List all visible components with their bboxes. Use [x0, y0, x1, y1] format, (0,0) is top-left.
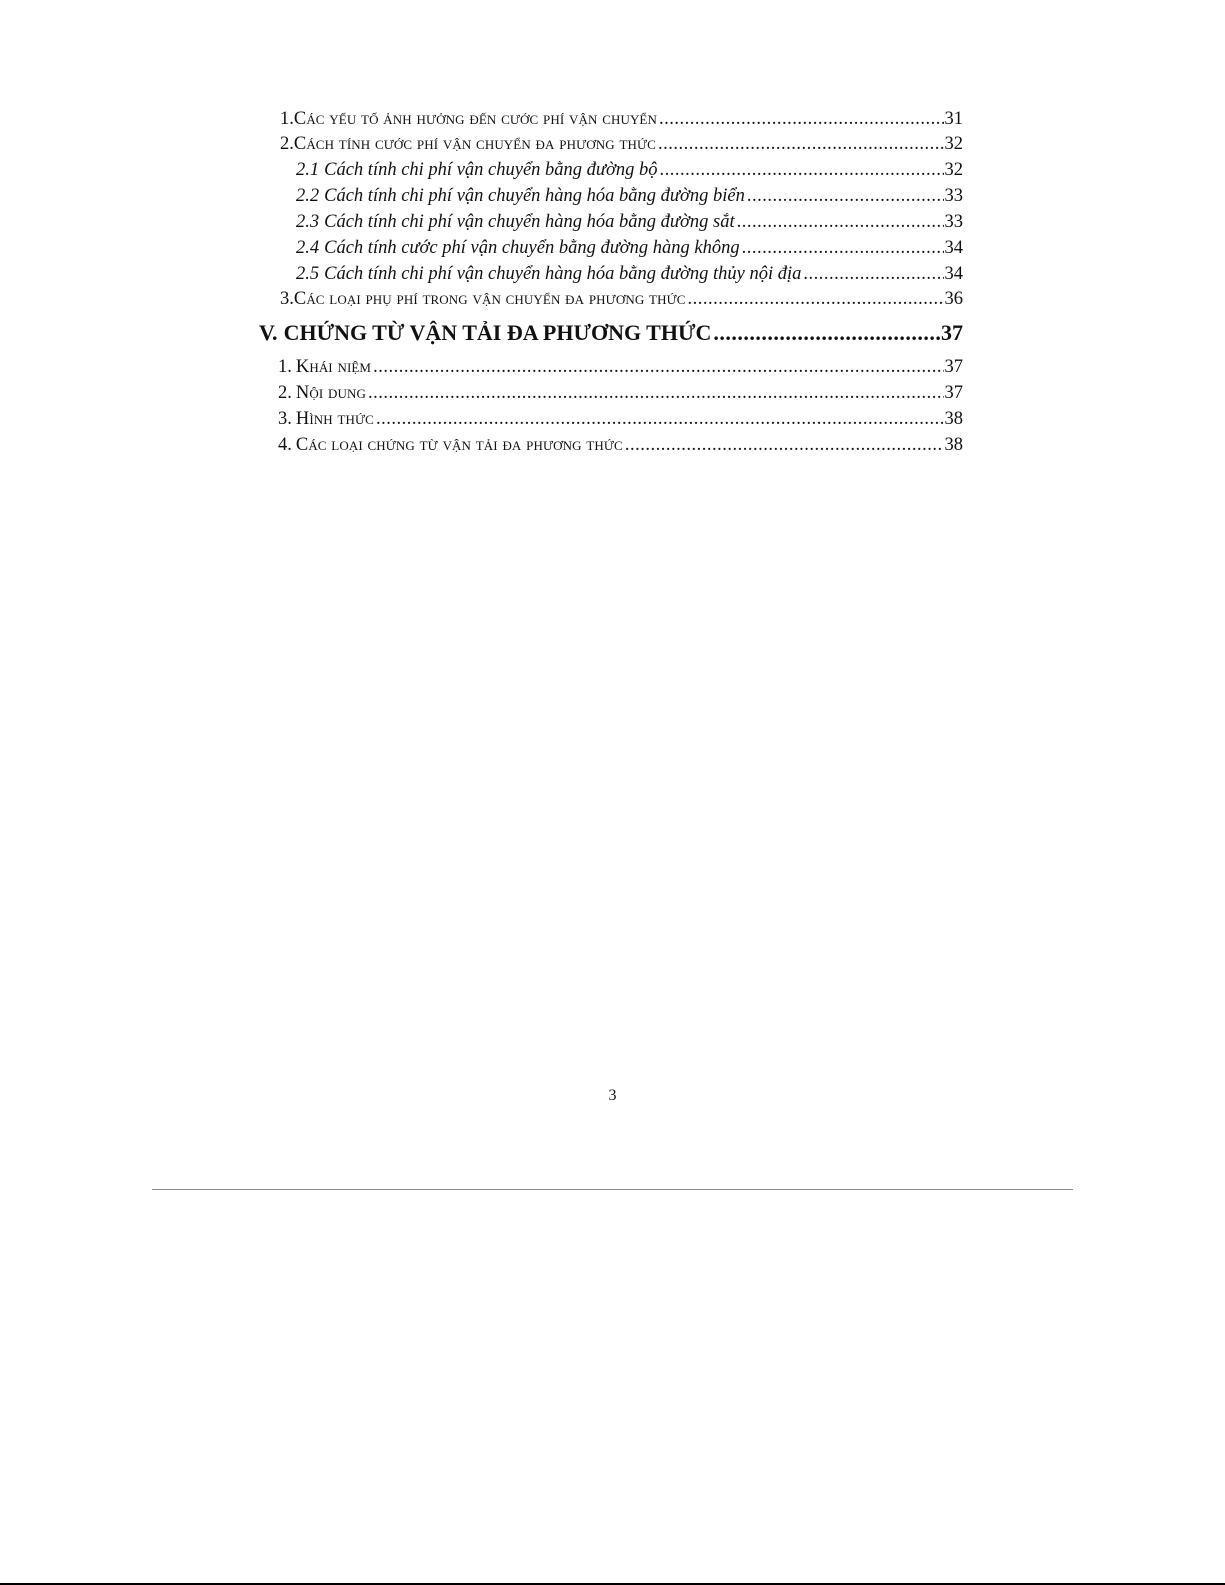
toc-entry-page: 37 — [944, 383, 963, 403]
toc-dot-leader — [713, 320, 940, 346]
toc-entry-title: Hình thức — [295, 409, 374, 429]
toc-entry-title: CHỨNG TỪ VẬN TẢI ĐA PHƯƠNG THỨC — [283, 320, 712, 345]
toc-entry-number: 2.1 — [296, 160, 320, 180]
toc-dot-leader — [659, 108, 944, 130]
toc-entry-page: 38 — [944, 409, 963, 429]
toc-entry-number: 1. — [278, 357, 292, 377]
page-number: 3 — [608, 1087, 617, 1104]
toc-entry-number: 3. — [280, 289, 294, 309]
toc-dot-leader — [373, 356, 943, 378]
toc-entry-number: 2.3 — [296, 212, 320, 232]
toc-entry-page: 33 — [944, 186, 963, 206]
toc-entry[interactable] — [278, 382, 963, 404]
toc-entry-page: 36 — [944, 289, 963, 309]
toc-entry[interactable] — [296, 263, 963, 285]
toc-entry-title: Cách tính cước phí vận chuyển bằng đường hàng không — [324, 238, 740, 258]
toc-entry-title: Cách tính chi phí vận chuyển hàng hóa bằng đường sắt — [324, 212, 735, 232]
toc-entry-page: 38 — [944, 435, 963, 455]
toc-dot-leader — [368, 382, 944, 404]
toc-entry-title: Nội dung — [295, 383, 366, 403]
toc-entry[interactable] — [278, 434, 963, 456]
toc-entry[interactable] — [280, 108, 963, 130]
page-separator — [152, 1189, 1073, 1190]
toc-dot-leader — [660, 159, 944, 181]
toc-entry-title: Cách tính chi phí vận chuyển hàng hóa bằng đường biển — [324, 186, 745, 206]
toc-entry-title: Các loại chứng từ vận tải đa phương thức — [295, 435, 623, 455]
toc-dot-leader — [658, 133, 944, 155]
toc-entry-number: 2. — [278, 383, 292, 403]
toc-entry-title: Các loại phụ phí trong vận chuyển đa phương thức — [293, 289, 686, 309]
toc-dot-leader — [747, 185, 944, 207]
toc-dot-leader — [742, 237, 944, 259]
toc-entry-title: Cách tính chi phí vận chuyển bằng đường bộ — [324, 160, 658, 180]
toc-entry-page: 33 — [944, 212, 963, 232]
toc-entry-number: 4. — [278, 435, 292, 455]
toc-entry-number: 2. — [280, 134, 294, 154]
toc-entry-page: 34 — [944, 238, 963, 258]
toc-dot-leader — [688, 288, 944, 310]
toc-entry-page: 37 — [944, 357, 963, 377]
toc-entry[interactable] — [296, 185, 963, 207]
toc-entry-number: 1. — [280, 109, 294, 129]
toc-entry[interactable] — [278, 408, 963, 430]
toc-entry-page: 32 — [944, 160, 963, 180]
toc-entry-number: 2.2 — [296, 186, 320, 206]
toc-entry-page: 31 — [944, 109, 963, 129]
toc-dot-leader — [737, 211, 944, 233]
toc-entry[interactable] — [296, 237, 963, 259]
toc-entry-number: 3. — [278, 409, 292, 429]
toc-entry-page: 37 — [941, 320, 963, 345]
toc-dot-leader — [376, 408, 944, 430]
toc-entry-number: 2.5 — [296, 264, 320, 284]
toc-entry[interactable] — [280, 133, 963, 155]
toc-entry[interactable] — [280, 288, 963, 310]
toc-entry-title: Cách tính chi phí vận chuyển hàng hóa bằng đường thủy nội địa — [324, 264, 802, 284]
toc-entry-page: 34 — [944, 264, 963, 284]
toc-entry[interactable] — [296, 159, 963, 181]
toc-entry-title: Các yếu tố ảnh hưởng đến cước phí vận chuyển — [293, 109, 657, 129]
toc-entry-title: Khái niệm — [295, 357, 372, 377]
toc-entry[interactable] — [296, 211, 963, 233]
toc-entry-page: 32 — [944, 134, 963, 154]
toc-entry-number: V. — [259, 320, 278, 345]
toc-dot-leader — [625, 434, 944, 456]
toc-entry[interactable] — [278, 356, 963, 378]
toc-entry-title: Cách tính cước phí vận chuyển đa phương thức — [293, 134, 656, 154]
toc-dot-leader — [803, 263, 943, 285]
toc-entry-number: 2.4 — [296, 238, 320, 258]
toc-section-heading[interactable] — [259, 320, 963, 346]
